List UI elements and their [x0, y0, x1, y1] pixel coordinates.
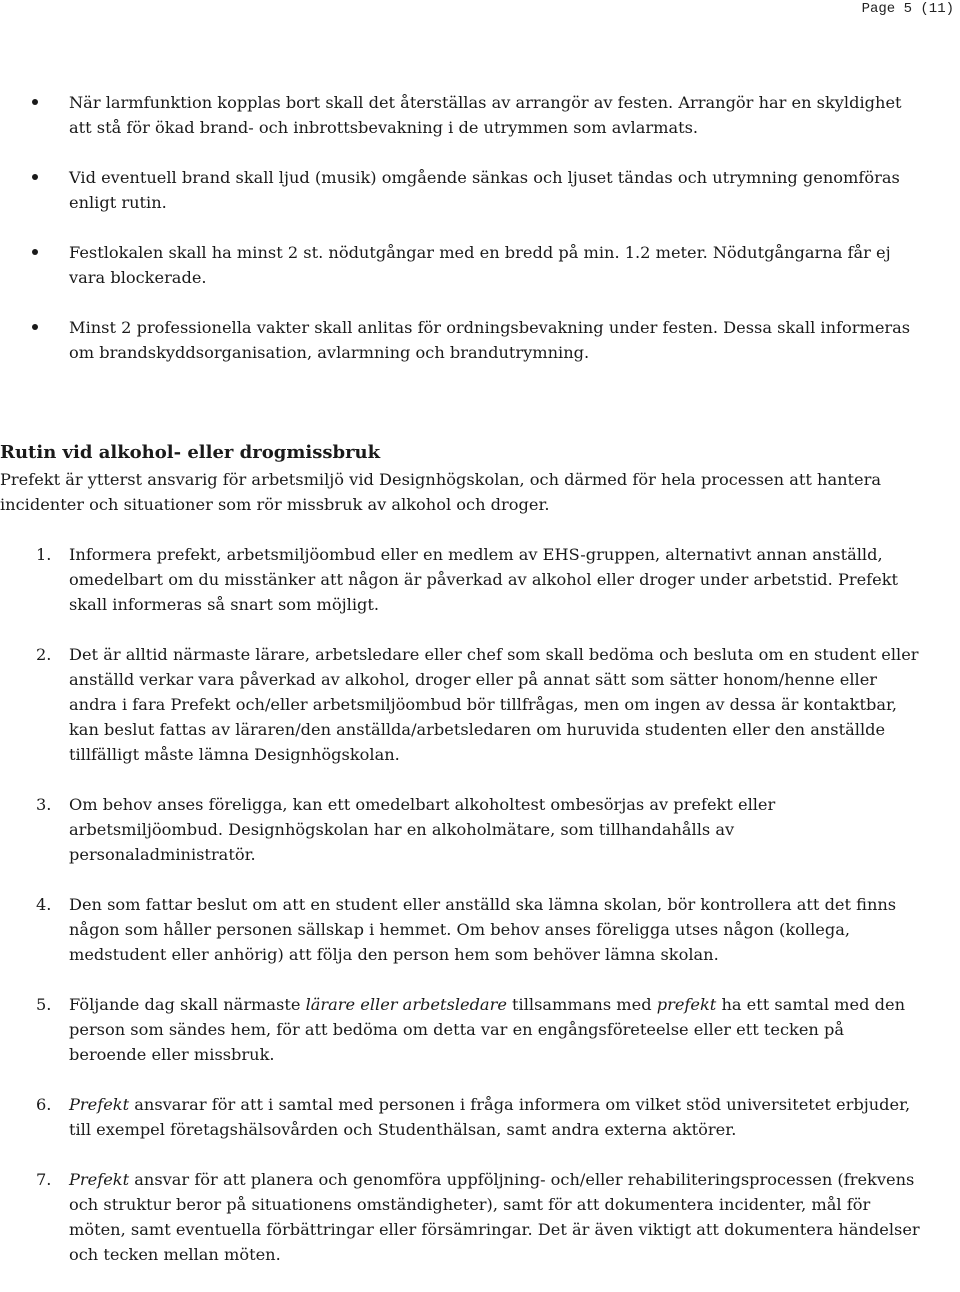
step-number: 6.: [36, 1095, 52, 1114]
step-text: [69, 995, 905, 1064]
step-text-segment: ansvar för att planera och genomföra uppföljning- och/eller rehabiliteringsprocessen (frekvens och struktur beror på situationens omständigheter), samt för att dokumentera incidenter, mål för möten, samt eventuella förbättringar eller försämringar. Det är även viktigt att dokumentera händelser och tecken mellan möten.: [69, 1170, 920, 1264]
step-text: Den som fattar beslut om att en student eller anställd ska lämna skolan, bör kontrollera att det finns någon som håller personen sällskap i hemmet. Om behov anses föreligga utses någon (kollega, medstudent eller anhörig) att följa den person hem som behöver lämna skolan.: [69, 895, 897, 964]
step-text: [69, 1095, 910, 1139]
procedure-step: [0, 1092, 960, 1142]
bullet-dot-icon: [32, 249, 38, 255]
procedure-step: [0, 1167, 960, 1267]
page-number: Page 5 (11): [861, 1, 954, 17]
step-text-emphasis: Prefekt: [69, 1170, 130, 1189]
bullet-text: Minst 2 professionella vakter skall anlitas för ordningsbevakning under festen. Dessa skall informeras om brandskyddsorganisation, avlarmning och brandutrymning.: [69, 318, 911, 362]
step-number: 3.: [36, 795, 52, 814]
step-text-segment: ha ett samtal med den person som sändes hem, för att bedöma om detta var en engångsföreteelse eller ett tecken på beroende eller missbruk.: [69, 995, 905, 1064]
step-text-emphasis: Prefekt: [69, 1095, 130, 1114]
fire-safety-bullet-list: [0, 90, 960, 390]
step-text-segment: ansvarar för att i samtal med personen i fråga informera om vilket stöd universitetet erbjuder, till exempel företagshälsovården och Studenthälsan, samt andra externa aktörer.: [69, 1095, 911, 1139]
step-number: 7.: [36, 1170, 52, 1189]
step-number: 1.: [36, 545, 52, 564]
step-text-emphasis: prefekt: [656, 995, 717, 1014]
bullet-dot-icon: [32, 324, 38, 330]
section-intro: Prefekt är ytterst ansvarig för arbetsmiljö vid Designhögskolan, och därmed för hela processen att hantera incidenter och situationer som rör missbruk av alkohol och droger.: [0, 470, 881, 514]
step-text: Om behov anses föreligga, kan ett omedelbart alkoholtest ombesörjas av prefekt eller arbetsmiljöombud. Designhögskolan har en alkoholmätare, som tillhandahålls av personaladministratör.: [69, 795, 776, 864]
bullet-text: När larmfunktion kopplas bort skall det återställas av arrangör av festen. Arrangör har en skyldighet att stå för ökad brand- och inbrottsbevakning i de utrymmen som avlarmats.: [69, 93, 902, 137]
step-text: Informera prefekt, arbetsmiljöombud eller en medlem av EHS-gruppen, alternativt annan anställd, omedelbart om du misstänker att någon är påverkad av alkohol eller droger under arbetstid. Prefekt skall informeras så snart som möjligt.: [69, 545, 899, 614]
procedure-step: [0, 892, 960, 967]
bullet-item: [0, 240, 960, 290]
procedure-step: [0, 792, 960, 867]
bullet-item: [0, 165, 960, 215]
procedure-step: [0, 992, 960, 1067]
step-number: 4.: [36, 895, 52, 914]
bullet-item: [0, 90, 960, 140]
step-text: Det är alltid närmaste lärare, arbetsledare eller chef som skall bedöma och besluta om en student eller anställd verkar vara påverkad av alkohol, droger eller på annat sätt som sätter honom/henne eller andra i fara Prefekt och/eller arbetsmiljöombud bör tillfrågas, men om ingen av dessa är kontaktbar, kan beslut fattas av läraren/den anställda/arbetsledaren om huruvida studenten eller den anställde tillfälligt måste lämna Designhögskolan.: [69, 645, 919, 764]
step-number: 5.: [36, 995, 52, 1014]
step-text-segment: tillsammans med: [506, 995, 657, 1014]
bullet-dot-icon: [32, 174, 38, 180]
procedure-step-list: [0, 542, 960, 1292]
section-heading: Rutin vid alkohol- eller drogmissbruk: [0, 442, 381, 463]
bullet-dot-icon: [32, 99, 38, 105]
step-text: [69, 1170, 920, 1264]
procedure-step: [0, 542, 960, 617]
bullet-text: Festlokalen skall ha minst 2 st. nödutgångar med en bredd på min. 1.2 meter. Nödutgångarna får ej vara blockerade.: [69, 243, 891, 287]
step-number: 2.: [36, 645, 52, 664]
bullet-item: [0, 315, 960, 365]
step-text-emphasis: lärare eller arbetsledare: [305, 995, 507, 1014]
procedure-step: [0, 642, 960, 767]
bullet-text: Vid eventuell brand skall ljud (musik) omgående sänkas och ljuset tändas och utrymning genomföras enligt rutin.: [69, 168, 900, 212]
step-text-segment: Följande dag skall närmaste: [69, 995, 306, 1014]
